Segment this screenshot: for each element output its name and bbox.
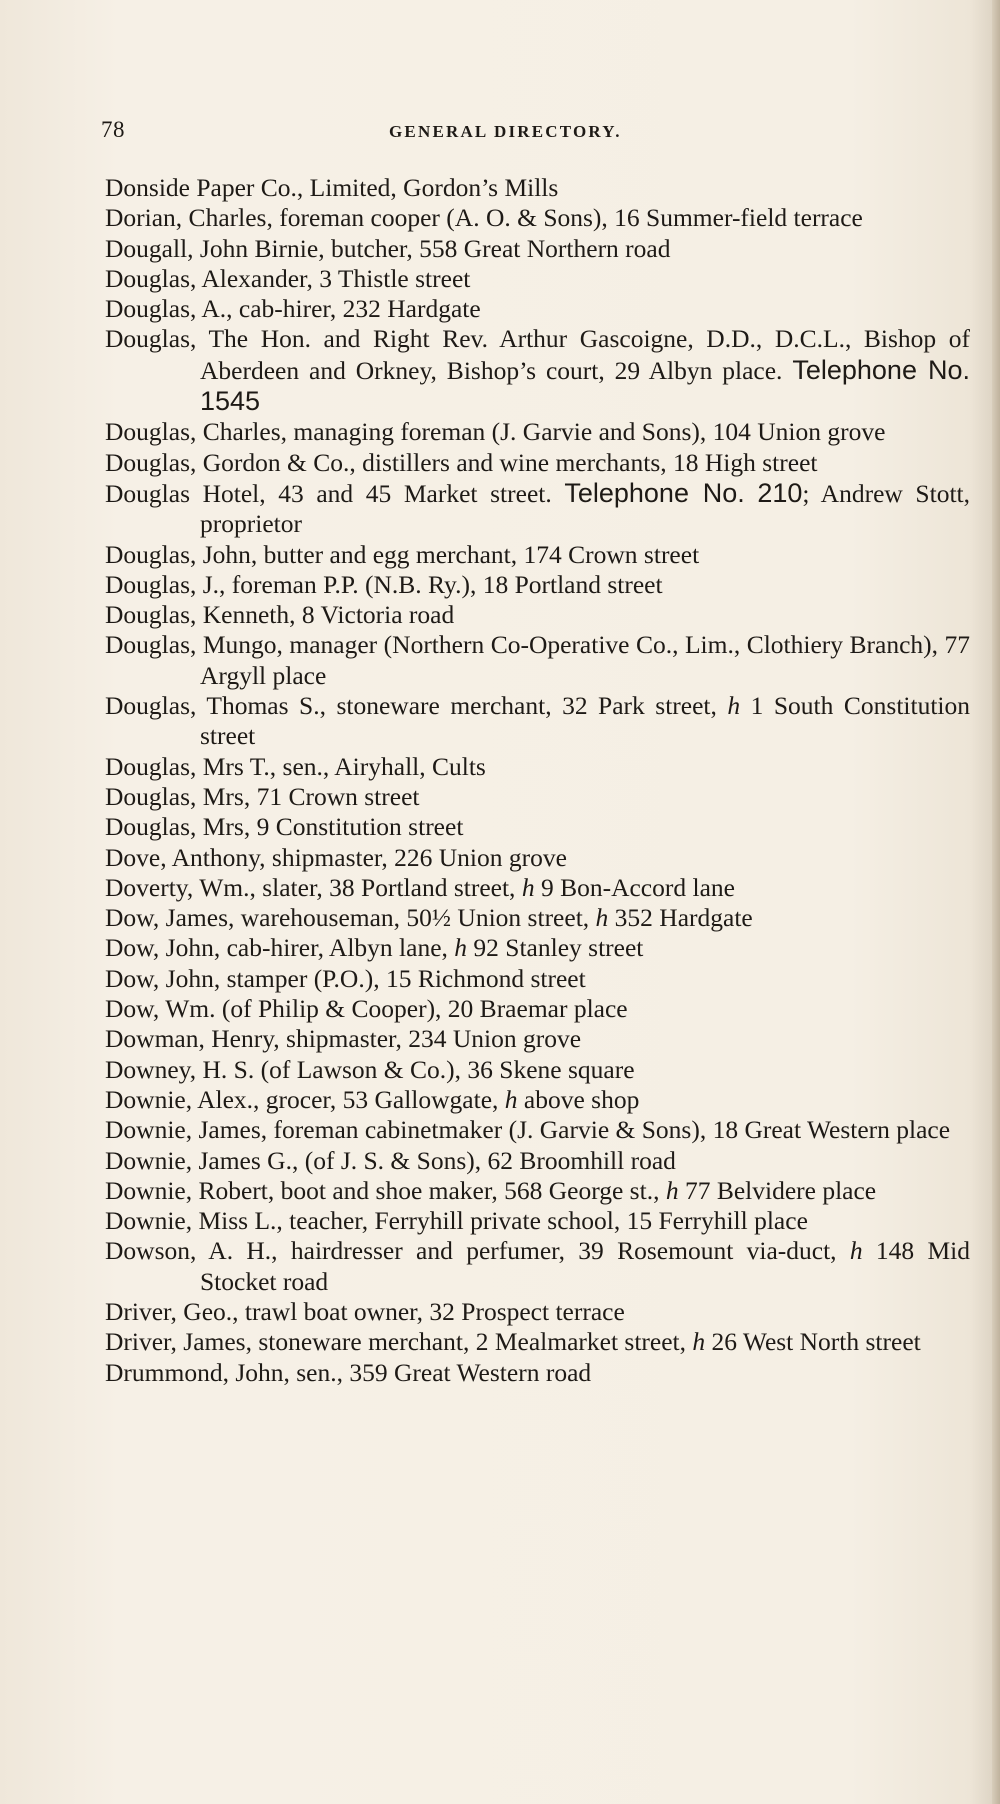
entry-text: Douglas, Mungo, manager (Northern Co-Operative Co., Lim., Clothiery Branch), 77 Argyll place xyxy=(105,630,970,690)
entry-text: Dow, John, cab-hirer, Albyn lane, h 92 Stanley street xyxy=(105,933,644,963)
directory-entry xyxy=(105,294,970,324)
directory-entry xyxy=(105,752,970,782)
entry-text: Downie, Robert, boot and shoe maker, 568 George st., h 77 Belvidere place xyxy=(105,1175,877,1205)
telephone-label: Telephone No. xyxy=(564,477,745,508)
entry-text: Dougall, John Birnie, butcher, 558 Great Northern road xyxy=(105,233,671,263)
page-header xyxy=(101,117,961,147)
directory-entry xyxy=(105,600,970,630)
directory-entry xyxy=(105,1206,970,1236)
directory-entry xyxy=(105,1055,970,1085)
telephone-number: 1545 xyxy=(200,386,261,417)
page-edge xyxy=(992,0,1000,1804)
entry-text: Driver, James, stoneware merchant, 2 Mealmarket street, h 26 West North street xyxy=(105,1327,921,1357)
entry-text: Douglas, Alexander, 3 Thistle street xyxy=(105,263,471,293)
entry-text: Douglas Hotel, 43 and 45 Market street. xyxy=(105,478,552,508)
directory-entry xyxy=(105,1176,970,1206)
directory-entry xyxy=(105,1146,970,1176)
directory-entry xyxy=(105,1297,970,1327)
telephone-label: Telephone No. xyxy=(792,354,970,385)
page-number: 78 xyxy=(101,117,125,142)
directory-entry xyxy=(105,691,970,752)
directory-entry xyxy=(105,417,970,447)
directory-entry xyxy=(105,1236,970,1297)
entry-text: Downie, Alex., grocer, 53 Gallowgate, h above shop xyxy=(105,1084,640,1114)
directory-entry xyxy=(105,1358,970,1388)
entry-text: Douglas, Kenneth, 8 Victoria road xyxy=(105,600,455,630)
directory-entry xyxy=(105,1327,970,1357)
entry-text: Driver, Geo., trawl boat owner, 32 Prospect terrace xyxy=(105,1296,625,1326)
telephone-number: 210 xyxy=(757,477,803,508)
directory-entry xyxy=(105,324,970,417)
entry-text: Dowman, Henry, shipmaster, 234 Union grove xyxy=(105,1024,582,1054)
entry-text: Dow, James, warehouseman, 50½ Union street, h 352 Hardgate xyxy=(105,903,753,933)
entry-text: Douglas, Thomas S., stoneware merchant, 32 Park street, h 1 South Constitution street xyxy=(105,691,970,751)
directory-entry xyxy=(105,264,970,294)
entry-text: Downey, H. S. (of Lawson & Co.), 36 Skene square xyxy=(105,1054,635,1084)
running-head: GENERAL DIRECTORY. xyxy=(389,122,622,141)
directory-entry xyxy=(105,843,970,873)
entry-text: Douglas, John, butter and egg merchant, 174 Crown street xyxy=(105,539,700,569)
directory-entry xyxy=(105,478,970,540)
directory-entry xyxy=(105,234,970,264)
directory-entry xyxy=(105,1115,970,1145)
directory-entry xyxy=(105,1085,970,1115)
entry-text: Downie, James, foreman cabinetmaker (J. Garvie & Sons), 18 Great Western place xyxy=(105,1115,951,1145)
directory-entry xyxy=(105,448,970,478)
entry-text: Dorian, Charles, foreman cooper (A. O. & Sons), 16 Summer-field terrace xyxy=(105,203,863,233)
entry-text: Douglas, Mrs, 71 Crown street xyxy=(105,781,420,811)
directory-entries xyxy=(105,173,970,1388)
entry-text: Doverty, Wm., slater, 38 Portland street, h 9 Bon-Accord lane xyxy=(105,872,735,902)
directory-entry xyxy=(105,540,970,570)
entry-text: Dow, John, stamper (P.O.), 15 Richmond street xyxy=(105,963,586,993)
directory-entry xyxy=(105,570,970,600)
directory-entry xyxy=(105,203,970,233)
directory-entry xyxy=(105,1024,970,1054)
directory-entry xyxy=(105,964,970,994)
entry-text: Douglas, J., foreman P.P. (N.B. Ry.), 18 Portland street xyxy=(105,569,663,599)
directory-entry xyxy=(105,873,970,903)
directory-entry xyxy=(105,782,970,812)
entry-text: Donside Paper Co., Limited, Gordon’s Mills xyxy=(105,173,559,202)
entry-text: Dove, Anthony, shipmaster, 226 Union grove xyxy=(105,842,567,872)
directory-entry xyxy=(105,994,970,1024)
entry-text: Douglas, A., cab-hirer, 232 Hardgate xyxy=(105,294,481,324)
entry-text: Douglas, Mrs, 9 Constitution street xyxy=(105,812,464,842)
entry-text: Douglas, Charles, managing foreman (J. Garvie and Sons), 104 Union grove xyxy=(105,417,886,447)
entry-text-continued: ; Andrew Stott, proprietor xyxy=(200,478,970,539)
entry-text: Downie, Miss L., teacher, Ferryhill private school, 15 Ferryhill place xyxy=(105,1206,808,1236)
directory-entry xyxy=(105,812,970,842)
entry-text: Dowson, A. H., hairdresser and perfumer, 39 Rosemount via-duct, h 148 Mid Stocket road xyxy=(105,1236,971,1296)
entry-text: Douglas, The Hon. and Right Rev. Arthur Gascoigne, D.D., D.C.L., Bishop of Aberdeen and Orkney, Bishop’s court, 29 Albyn place. xyxy=(105,324,970,385)
entry-text: Downie, James G., (of J. S. & Sons), 62 Broomhill road xyxy=(105,1145,676,1175)
entry-text: Drummond, John, sen., 359 Great Western road xyxy=(105,1357,592,1387)
entry-text: Douglas, Gordon & Co., distillers and wine merchants, 18 High street xyxy=(105,447,818,477)
entry-text: Dow, Wm. (of Philip & Cooper), 20 Braemar place xyxy=(105,994,628,1024)
directory-entry xyxy=(105,173,970,203)
entry-text: Douglas, Mrs T., sen., Airyhall, Cults xyxy=(105,751,486,781)
directory-entry xyxy=(105,903,970,933)
directory-entry xyxy=(105,630,970,691)
directory-entry xyxy=(105,933,970,963)
